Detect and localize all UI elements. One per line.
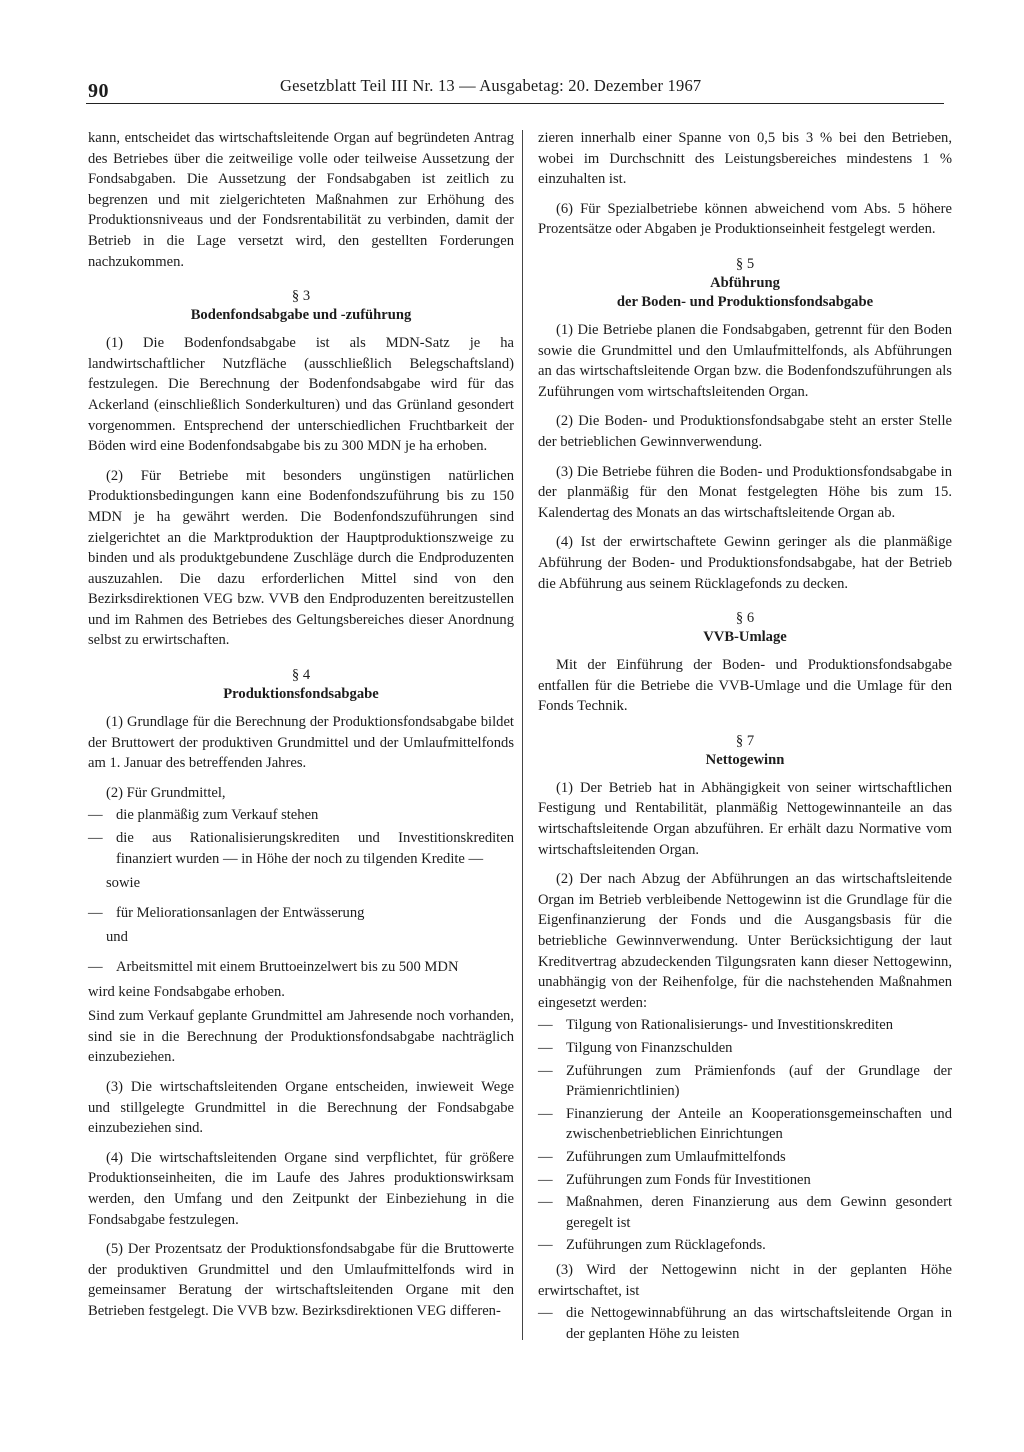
paragraph: (3) Die Betriebe führen die Boden- und Produktionsfondsabgabe in der planmäßig für den Monat festgelegten Höhe bis zum 15. Kalendertag des Monats an das wirtschaftsleitende Organ ab. bbox=[538, 463, 952, 521]
list-item bbox=[538, 1104, 952, 1145]
list-item bbox=[538, 1235, 952, 1256]
paragraph: (3) Wird der Nettogewinn nicht in der geplanten Höhe erwirtschaftet, ist bbox=[538, 1261, 952, 1299]
dash-marker: — bbox=[538, 1194, 553, 1211]
list-item-text: Maßnahmen, deren Finanzierung aus dem Gewinn gesondert geregelt ist bbox=[566, 1194, 952, 1231]
section-number: § 4 bbox=[291, 667, 311, 684]
continued-paragraph: zieren innerhalb einer Spanne von 0,5 bis 3 % bei den Betrieben, wobei im Durchschnitt des Leistungsbereiches mindestens 1 % einzuhalten ist. bbox=[538, 130, 952, 188]
list-item-text: Zuführungen zum Umlaufmittelfonds bbox=[566, 1148, 786, 1165]
list-item-text: die aus Rationalisierungskrediten und Investitionskrediten finanziert wurden — in Höhe der noch zu tilgenden Kredite — bbox=[116, 830, 514, 867]
paragraph: (2) Die Boden- und Produktionsfondsabgabe steht an erster Stelle der betrieblichen Gewinnverwendung. bbox=[538, 413, 952, 450]
dash-marker: — bbox=[538, 1237, 553, 1254]
list-item-text: Tilgung von Finanzschulden bbox=[566, 1040, 733, 1056]
paragraph: (2) Der nach Abzug der Abführungen an das wirtschaftsleitende Organ im Betrieb verbleibende Nettogewinn ist die Grundlage für die Eigenfinanzierung der Fonds und die Ausgangsbasis für die betriebliche Gewinnverwendung. Unter Berücksichtigung der laut Kreditvertrag abzudeckenden Tilgungsraten kann dieser Nettogewinn, unabhängig von der Reihenfolge, für die nachstehenden Maßnahmen eingesetzt werden: bbox=[538, 871, 952, 1011]
list-item bbox=[538, 1192, 952, 1233]
section-title-line: Abführung bbox=[710, 274, 780, 291]
list-item bbox=[538, 1170, 952, 1191]
paragraph: (1) Die Bodenfondsabgabe ist als MDN-Satz je ha landwirtschaftlicher Nutzfläche (ausschließlich Belegschaftsland) festzulegen. Die Berechnung der Bodenfondsabgabe wird für das Ackerland (einschließlich Sonderkulturen) und das Grünland gesondert vorgenommen. Entsprechend der unterschiedlichen Fruchtbarkeit der Böden wird eine Bodenfondsabgabe bis zu 300 MDN je ha erhoben. bbox=[88, 335, 514, 455]
list-item bbox=[88, 903, 514, 924]
dash-marker: — bbox=[538, 1305, 553, 1322]
list-item bbox=[538, 1147, 952, 1168]
column-divider bbox=[522, 130, 523, 1340]
paragraph: Sind zum Verkauf geplante Grundmittel am Jahresende noch vorhanden, sind sie in die Berechnung der Produktionsfondsabgabe nachträglich einzubeziehen. bbox=[88, 1008, 514, 1066]
list-item-text: für Meliorationsanlagen der Entwässerung bbox=[116, 904, 365, 921]
paragraph: (1) Der Betrieb hat in Abhängigkeit von seiner wirtschaftlichen Festigung und Rentabilität, planmäßig Nettogewinnanteile an das wirtschaftsleitende Organ abzuführen. Er erhält dazu Normative vom wirtschaftsleitenden Organ. bbox=[538, 779, 952, 858]
list-item bbox=[88, 828, 514, 869]
section-title: Produktionsfondsabgabe bbox=[223, 686, 379, 703]
dash-marker: — bbox=[88, 807, 103, 824]
dash-marker: — bbox=[88, 959, 103, 975]
paragraph: (1) Grundlage für die Berechnung der Produktionsfondsabgabe bildet der Bruttowert der produktiven Grundmittel und der Umlaufmittelfonds am 1. Januar des betreffenden Jahres. bbox=[88, 714, 514, 772]
paragraph: wird keine Fondsabgabe erhoben. bbox=[88, 983, 285, 1000]
paragraph: (4) Ist der erwirtschaftete Gewinn geringer als die planmäßige Abführung der Boden- und Produktionsfondsabgabe, hat der Betrieb die Abführung aus seinem Rücklagefonds zu decken. bbox=[538, 534, 952, 592]
dash-list bbox=[88, 903, 514, 924]
connector-text: sowie bbox=[106, 875, 141, 892]
section-number: § 6 bbox=[735, 610, 755, 627]
list-item bbox=[88, 805, 514, 826]
list-item-text: die planmäßig zum Verkauf stehen bbox=[116, 807, 319, 824]
list-item bbox=[538, 1015, 952, 1036]
section-title: Nettogewinn bbox=[705, 751, 785, 768]
page-number: 90 bbox=[88, 80, 109, 102]
list-item-text: die Nettogewinnabführung an das wirtschaftsleitende Organ in der geplanten Höhe zu leisten bbox=[566, 1305, 952, 1342]
dash-marker: — bbox=[538, 1105, 553, 1122]
list-item-text: Arbeitsmittel mit einem Bruttoeinzelwert bis zu 500 MDN bbox=[116, 959, 459, 975]
list-item-text: Zuführungen zum Rücklagefonds. bbox=[566, 1237, 766, 1254]
section-number: § 3 bbox=[291, 288, 311, 305]
left-column bbox=[88, 128, 514, 1331]
list-item-text: Finanzierung der Anteile an Kooperationsgemeinschaften und zwischenbetrieblichen Einrichtungen bbox=[566, 1105, 952, 1143]
running-header: Gesetzblatt Teil III Nr. 13 — Ausgabetag: 20. Dezember 1967 bbox=[280, 76, 702, 95]
section-number: § 5 bbox=[735, 255, 755, 272]
paragraph: (1) Die Betriebe planen die Fondsabgaben, getrennt für den Boden sowie die Grundmittel und den Umlaufmittelfonds, als Abführungen an das wirtschaftsleitende Organ bzw. die Bodenfondszuführungen als Zuführungen vom wirtschaftsleitenden Organ. bbox=[538, 321, 952, 400]
list-item-text: Zuführungen zum Prämienfonds (auf der Grundlage der Prämienrichtlinien) bbox=[566, 1062, 952, 1100]
dash-marker: — bbox=[538, 1148, 553, 1165]
continued-paragraph: kann, entscheidet das wirtschaftsleitende Organ auf begründeten Antrag des Betriebes über die zeitweilige volle oder teilweise Aussetzung der Fondsabgaben. Die Aussetzung der Fondsabgaben ist zeitlich zu begrenzen und mit zielgerichteten Maßnahmen zur Erhöhung des Produktionsniveaus und der Fondsrentabilität zu verbinden, damit der Betrieb in die Lage versetzt wird, den gestellten Forderungen nachzukommen. bbox=[88, 130, 514, 270]
list-item bbox=[538, 1061, 952, 1102]
header-rule bbox=[86, 103, 944, 104]
section-title-line: der Boden- und Produktionsfondsabgabe bbox=[616, 293, 874, 310]
dash-list bbox=[538, 1303, 952, 1344]
paragraph: (4) Die wirtschaftsleitenden Organe sind verpflichtet, für größere Produktionseinheiten, die im Laufe des Jahres produktionswirksam werden, den Umfang und den Zeitpunkt der Einbeziehung in die Fondsabgabe festzulegen. bbox=[88, 1149, 514, 1228]
list-item bbox=[88, 957, 514, 978]
dash-marker: — bbox=[538, 1171, 553, 1188]
section-title: Bodenfondsabgabe und -zuführung bbox=[190, 307, 412, 324]
list-item-text: Zuführungen zum Fonds für Investitionen bbox=[566, 1171, 811, 1188]
dash-list bbox=[88, 805, 514, 869]
section-title bbox=[538, 274, 952, 312]
connector-text: und bbox=[106, 929, 128, 946]
dash-marker: — bbox=[88, 904, 103, 921]
dash-list bbox=[538, 1015, 952, 1256]
dash-list bbox=[88, 957, 514, 978]
right-column bbox=[538, 128, 952, 1348]
list-item bbox=[538, 1038, 952, 1059]
section-title: VVB-Umlage bbox=[703, 629, 787, 646]
list-item bbox=[538, 1303, 952, 1344]
dash-marker: — bbox=[88, 830, 103, 847]
dash-marker: — bbox=[538, 1062, 553, 1079]
paragraph: (2) Für Betriebe mit besonders ungünstigen natürlichen Produktionsbedingungen kann eine Bodenfondszuführung bis zu 150 MDN je ha gewährt werden. Die Bodenfondszuführungen sind zielgerichtet an die Marktproduktion der Hauptproduktionszweige zu binden und als produktgebundene Zuschläge durch die Endproduzenten auszuzahlen. Die dazu erforderlichen Mittel sind von den Bezirksdirektionen VEG bzw. VVB den Endproduzenten bereitzustellen und im Rahmen des Betriebes des Geltungsbereiches dieser Anordnung selbst zu erwirtschaften. bbox=[88, 467, 514, 649]
paragraph: (2) Für Grundmittel, bbox=[106, 784, 226, 801]
list-item-text: Tilgung von Rationalisierungs- und Investitionskrediten bbox=[566, 1017, 893, 1034]
dash-marker: — bbox=[538, 1017, 553, 1034]
paragraph: Mit der Einführung der Boden- und Produktionsfondsabgabe entfallen für die Betriebe die VVB-Umlage und die Umlage für den Fonds Technik. bbox=[538, 657, 952, 715]
dash-marker: — bbox=[538, 1040, 553, 1056]
section-number: § 7 bbox=[735, 732, 755, 749]
paragraph: (5) Der Prozentsatz der Produktionsfondsabgabe für die Bruttowerte der produktiven Grundmittel und den Umlaufmittelfonds wird in gemeinsamer Beratung der wirtschaftsleitenden Organe mit den Betrieben festgelegt. Die VVB bzw. Bezirksdirektionen VEG differen- bbox=[88, 1241, 514, 1319]
paragraph: (3) Die wirtschaftsleitenden Organe entscheiden, inwieweit Wege und stillgelegte Grundmittel in die Berechnung der Fondsabgabe einzubeziehen sind. bbox=[88, 1078, 514, 1137]
paragraph: (6) Für Spezialbetriebe können abweichend vom Abs. 5 höhere Prozentsätze oder Abgaben je Produktionseinheit festgelegt werden. bbox=[538, 200, 952, 238]
